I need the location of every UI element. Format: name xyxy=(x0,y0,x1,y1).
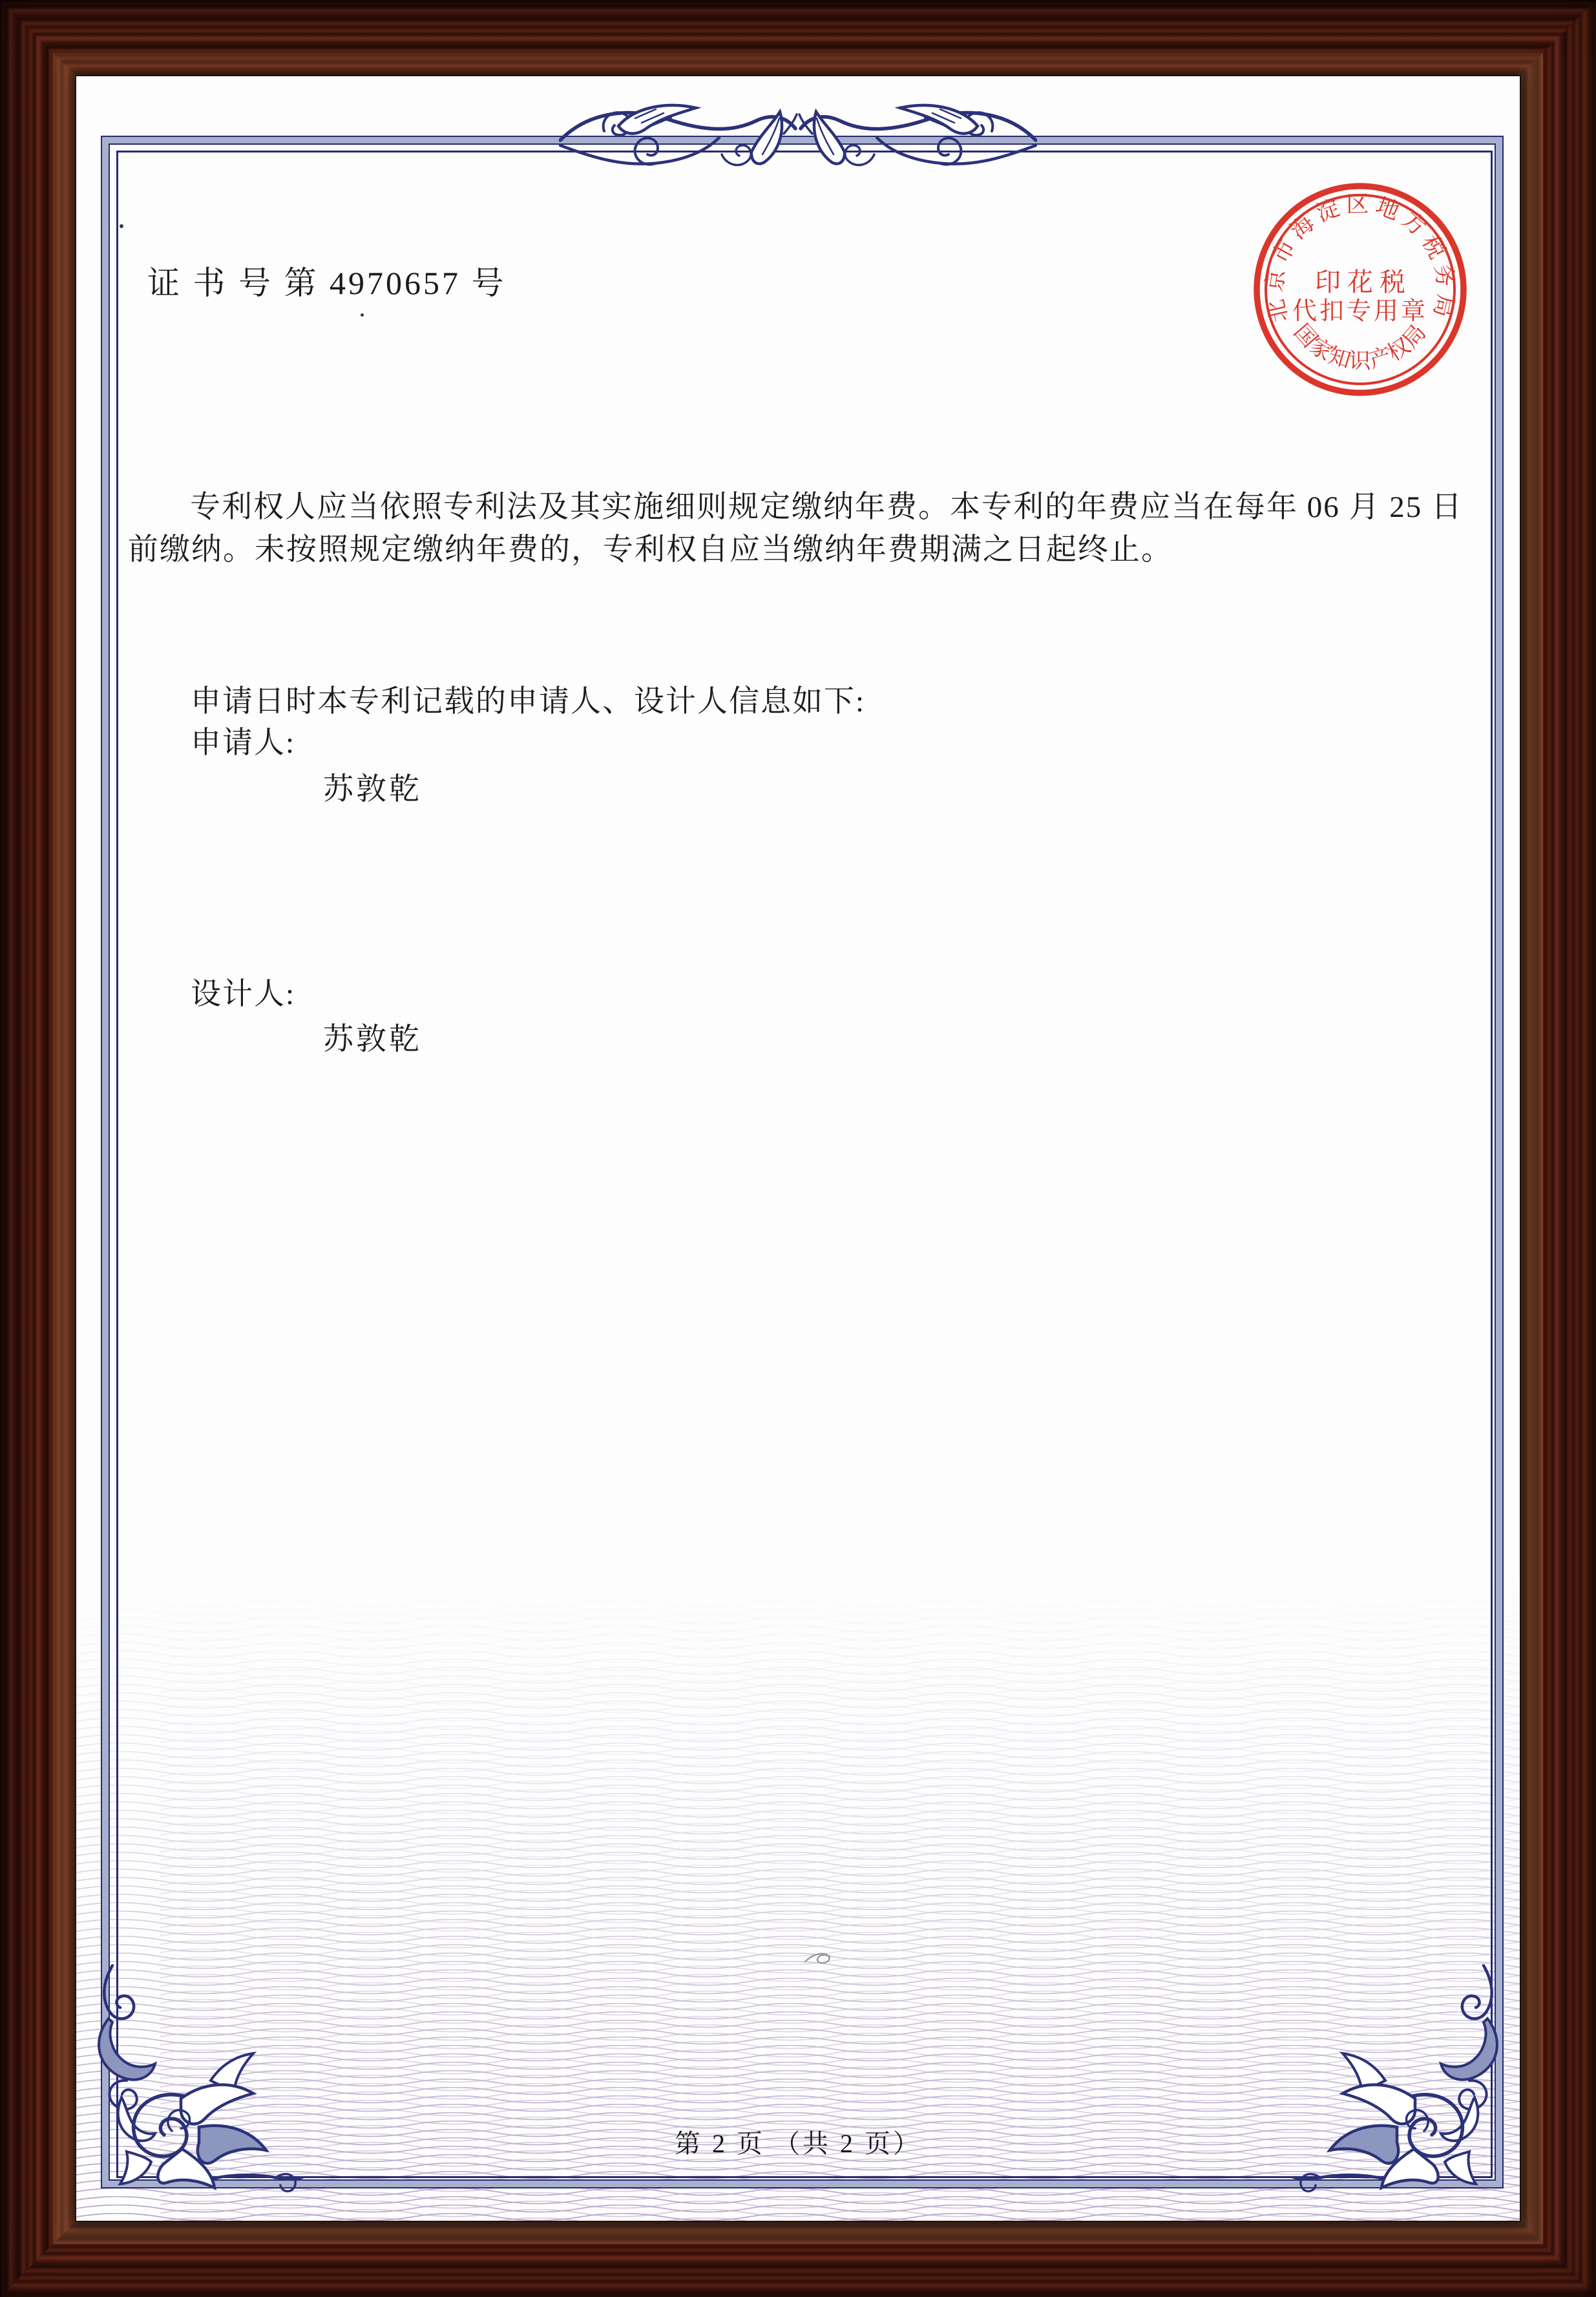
certificate-paper xyxy=(76,76,1520,2221)
border-inner-rule xyxy=(116,151,1493,2178)
info-intro: 申请日时本专利记载的申请人、设计人信息如下: xyxy=(191,685,866,718)
applicant-name: 苏敦乾 xyxy=(323,773,422,806)
stamp-center-line1: 印 花 税 xyxy=(1315,267,1405,297)
wood-frame-bottom xyxy=(0,2219,1596,2297)
ink-speck xyxy=(361,313,364,317)
ink-speck xyxy=(120,224,123,228)
annual-fee-line-1: 专利权人应当依照专利法及其实施细则规定缴纳年费。本专利的年费应当在每年 06 月 25 日 xyxy=(190,490,1463,524)
stamp-ring-top-text: 北京市海淀区地方税务局 xyxy=(1261,192,1459,325)
wood-frame-left xyxy=(0,0,78,2297)
page-footer: 第 2 页 （共 2 页） xyxy=(675,2129,921,2158)
wood-frame-top xyxy=(0,0,1596,78)
stamp-center-line2: 代扣专用章 xyxy=(1292,298,1429,325)
tax-stamp-seal xyxy=(1231,160,1489,419)
certificate-number: 证 书 号 第 4970657 号 xyxy=(147,265,507,301)
designer-label: 设计人: xyxy=(191,978,296,1011)
ink-smudge xyxy=(800,1944,839,1969)
designer-name: 苏敦乾 xyxy=(323,1023,422,1056)
applicant-label: 申请人: xyxy=(191,726,296,760)
corner-flourish-left-icon xyxy=(84,1964,304,2197)
top-flourish-icon xyxy=(559,100,1037,197)
wood-frame-right xyxy=(1518,0,1596,2297)
annual-fee-paragraph xyxy=(128,486,1478,571)
annual-fee-line-2: 前缴纳。未按照规定缴纳年费的，专利权自应当缴纳年费期满之日起终止。 xyxy=(128,533,1173,567)
stamp-ring-bottom-text: 国家知识产权局 xyxy=(1288,320,1432,374)
corner-flourish-right-icon xyxy=(1292,1964,1512,2197)
